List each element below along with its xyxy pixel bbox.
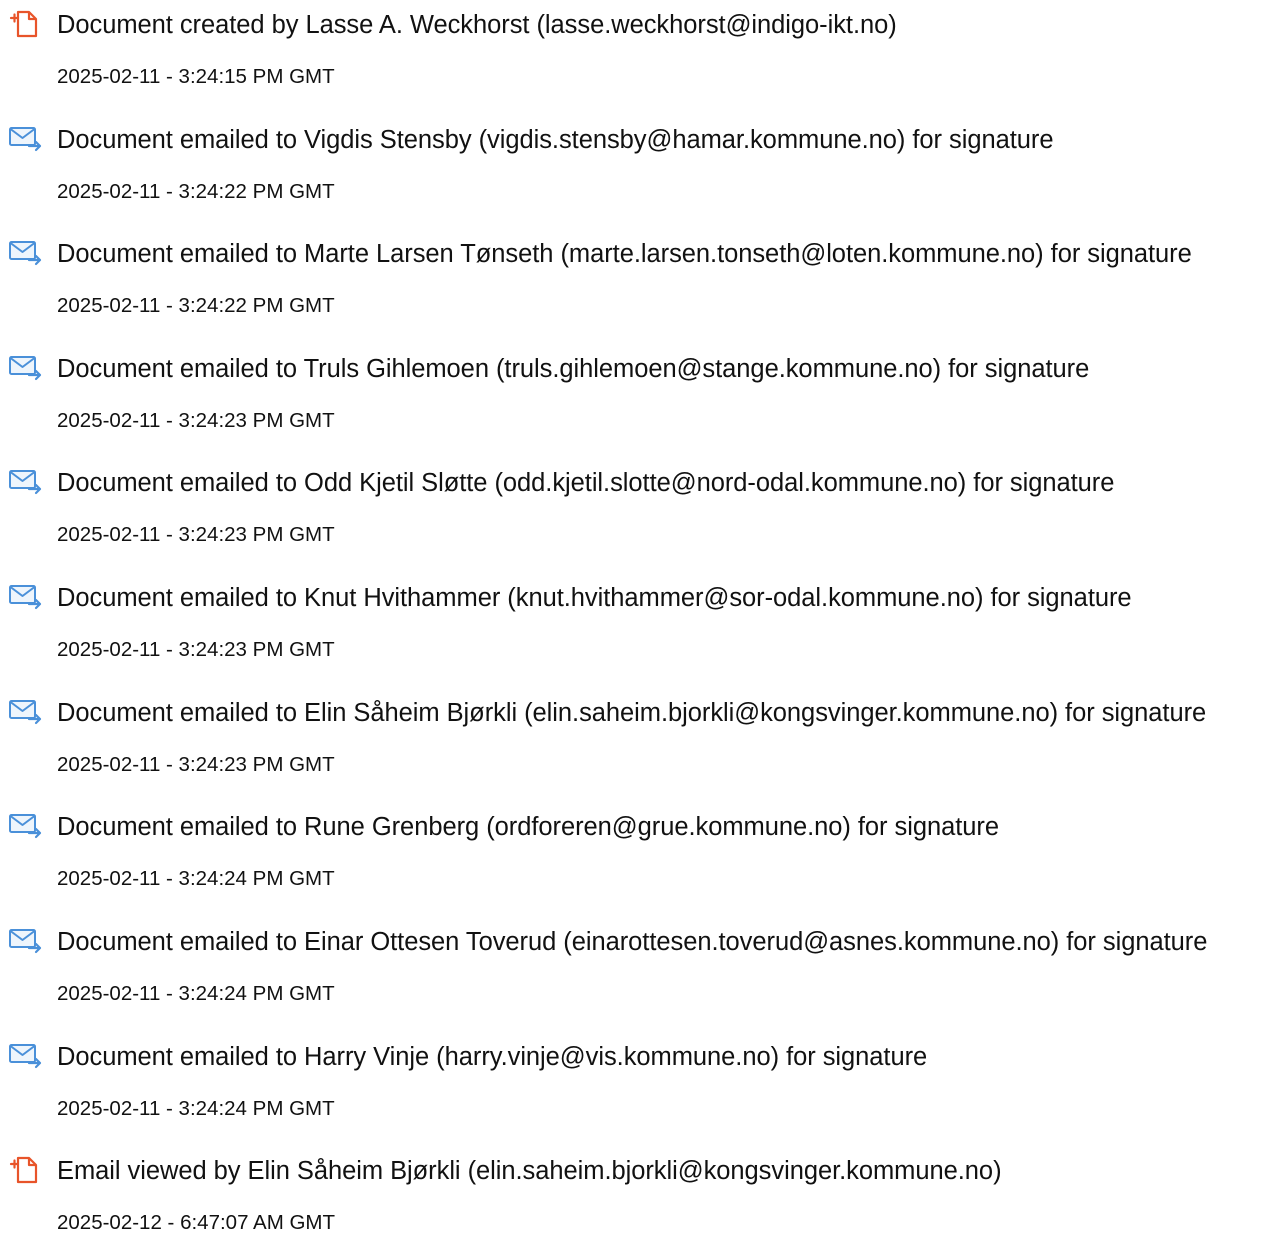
event-timestamp: 2025-02-11 - 3:24:24 PM GMT: [57, 982, 335, 1005]
event-timestamp: 2025-02-11 - 3:24:23 PM GMT: [57, 409, 335, 432]
history-event-emailed: [0, 124, 1272, 224]
event-timestamp: 2025-02-12 - 6:47:07 AM GMT: [57, 1211, 336, 1234]
email-sent-icon: [8, 1041, 42, 1071]
email-sent-icon: [8, 124, 42, 154]
event-description: Document emailed to Rune Grenberg (ordforeren@grue.kommune.no) for signature: [57, 813, 999, 841]
email-sent-icon: [8, 353, 42, 383]
event-description: Document emailed to Vigdis Stensby (vigdis.stensby@hamar.kommune.no) for signature: [57, 126, 1054, 154]
event-timestamp: 2025-02-11 - 3:24:23 PM GMT: [57, 753, 335, 776]
email-sent-icon: [8, 238, 42, 268]
email-sent-icon: [8, 467, 42, 497]
document-viewed-icon: [8, 1155, 42, 1185]
event-timestamp: 2025-02-11 - 3:24:22 PM GMT: [57, 180, 335, 203]
email-sent-icon: [8, 811, 42, 841]
document-created-icon: [8, 9, 42, 39]
event-description: Document emailed to Harry Vinje (harry.vinje@vis.kommune.no) for signature: [57, 1043, 928, 1071]
event-timestamp: 2025-02-11 - 3:24:24 PM GMT: [57, 867, 335, 890]
history-event-emailed: [0, 353, 1272, 453]
email-sent-icon: [8, 697, 42, 727]
event-timestamp: 2025-02-11 - 3:24:22 PM GMT: [57, 294, 335, 317]
event-timestamp: 2025-02-11 - 3:24:24 PM GMT: [57, 1097, 335, 1120]
event-timestamp: 2025-02-11 - 3:24:15 PM GMT: [57, 65, 335, 88]
event-description: Document emailed to Odd Kjetil Sløtte (odd.kjetil.slotte@nord-odal.kommune.no) for signature: [57, 469, 1115, 497]
history-event-emailed: [0, 811, 1272, 911]
history-event-document-created: [0, 9, 1272, 109]
history-event-emailed: [0, 467, 1272, 567]
event-description: Document emailed to Einar Ottesen Toverud (einarottesen.toverud@asnes.kommune.no) for signature: [57, 928, 1208, 956]
event-timestamp: 2025-02-11 - 3:24:23 PM GMT: [57, 523, 335, 546]
event-description: Document emailed to Truls Gihlemoen (truls.gihlemoen@stange.kommune.no) for signature: [57, 355, 1090, 383]
event-description: Document emailed to Marte Larsen Tønseth (marte.larsen.tonseth@loten.kommune.no) for signature: [57, 240, 1192, 268]
event-description: Document emailed to Elin Såheim Bjørkli (elin.saheim.bjorkli@kongsvinger.kommune.no) for signature: [57, 699, 1207, 727]
history-event-emailed: [0, 582, 1272, 682]
history-event-emailed: [0, 926, 1272, 1026]
event-timestamp: 2025-02-11 - 3:24:23 PM GMT: [57, 638, 335, 661]
history-event-email-viewed: [0, 1155, 1272, 1255]
event-description: Document emailed to Knut Hvithammer (knut.hvithammer@sor-odal.kommune.no) for signature: [57, 584, 1132, 612]
event-description: Email viewed by Elin Såheim Bjørkli (elin.saheim.bjorkli@kongsvinger.kommune.no): [57, 1157, 1002, 1185]
email-sent-icon: [8, 582, 42, 612]
history-event-emailed: [0, 238, 1272, 338]
history-event-emailed: [0, 1041, 1272, 1141]
history-event-emailed: [0, 697, 1272, 797]
email-sent-icon: [8, 926, 42, 956]
event-description: Document created by Lasse A. Weckhorst (lasse.weckhorst@indigo-ikt.no): [57, 11, 897, 39]
